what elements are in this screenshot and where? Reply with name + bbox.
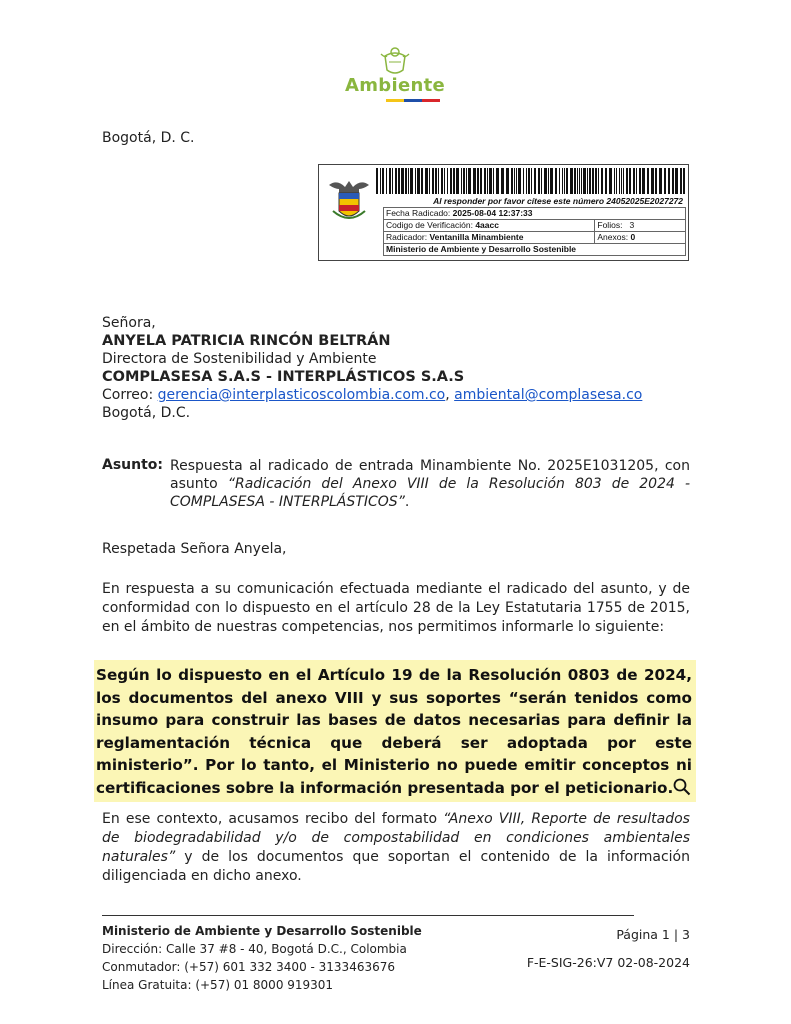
magnifier-icon: [673, 778, 691, 796]
footer-info: [102, 922, 422, 994]
barcode-bar: [605, 168, 607, 194]
barcode-bar: [421, 168, 423, 194]
barcode-bar: [453, 168, 455, 194]
barcode-bar: [432, 168, 434, 194]
barcode-bar: [680, 168, 682, 194]
barcode-bar: [541, 168, 542, 194]
barcode-bar: [626, 168, 628, 194]
barcode-bar: [408, 168, 409, 194]
barcode-bar: [672, 168, 674, 194]
barcode-bar: [548, 168, 549, 194]
paragraph-2-start: En ese contexto, acusamos recibo del formato: [102, 811, 444, 827]
barcode-bar: [438, 168, 439, 194]
paragraph-2: [102, 810, 690, 886]
asunto-end: .: [404, 494, 410, 510]
barcode-bar: [531, 168, 532, 194]
barcode-bar: [601, 168, 603, 194]
barcode-bar: [456, 168, 459, 194]
paragraph-2-quote: “Anexo VIII, Reporte de resultados de biodegradabilidad y/o de compostabilidad en condiciones ambientales naturales”: [102, 811, 690, 865]
colombia-seal-icon: [323, 175, 375, 227]
barcode-bar: [577, 168, 578, 194]
barcode-bar: [444, 168, 445, 194]
barcode-bar: [514, 168, 515, 194]
barcode-bar: [466, 168, 467, 194]
barcode-bar: [633, 168, 635, 194]
barcode-bar: [487, 168, 488, 194]
barcode-bar: [410, 168, 413, 194]
recipient-company: COMPLASESA S.A.S - INTERPLÁSTICOS S.A.S: [102, 369, 465, 385]
barcode-bar: [581, 168, 582, 194]
folios-cell: Folios: 3: [595, 220, 686, 232]
highlight-paragraph: [96, 664, 692, 799]
barcode-bar: [380, 168, 381, 194]
barcode-bar: [659, 168, 662, 194]
barcode-bar: [473, 168, 476, 194]
footer-divider: [102, 915, 634, 916]
radicado-stamp: [318, 164, 689, 261]
footer-org: Ministerio de Ambiente y Desarrollo Sostenible: [102, 924, 422, 938]
barcode-bar: [655, 168, 657, 194]
footer-toll-free: Línea Gratuita: (+57) 01 8000 919301: [102, 978, 334, 992]
barcode-bar: [579, 168, 580, 194]
salutation: Señora,: [102, 315, 156, 331]
form-code: F-E-SIG-26:V7 02-08-2024: [526, 955, 690, 970]
barcode-bar: [609, 168, 612, 194]
footer-phone: Conmutador: (+57) 601 332 3400 - 3133463676: [102, 960, 396, 974]
barcode-bar: [623, 168, 624, 194]
barcode-bar: [489, 168, 492, 194]
fecha-cell: Fecha Radicado: 2025-08-04 12:37:33: [384, 208, 686, 220]
barcode-bar: [570, 168, 573, 194]
asunto-body-text: Respuesta al radicado de entrada Minambiente No. 2025E1031205, con asunto: [170, 458, 690, 492]
flag-yellow: [386, 99, 404, 102]
email-link-gerencia[interactable]: gerencia@interplasticoscolombia.com.co: [157, 387, 446, 403]
footer-address: Dirección: Calle 37 #8 - 40, Bogotá D.C., Colombia: [102, 942, 407, 956]
barcode-bar: [435, 168, 437, 194]
barcode-bar: [441, 168, 443, 194]
barcode-bar: [544, 168, 547, 194]
barcode-bar: [518, 168, 521, 194]
city-date: Bogotá, D. C.: [102, 130, 195, 146]
logo-text: Ambiente: [345, 75, 445, 96]
barcode-bar: [675, 168, 678, 194]
barcode-bar: [589, 168, 591, 194]
barcode-bar: [389, 168, 391, 194]
barcode-bar: [574, 168, 576, 194]
barcode-bar: [493, 168, 494, 194]
barcode-bar: [484, 168, 486, 194]
barcode-bar: [595, 168, 597, 194]
barcode-bar: [614, 168, 615, 194]
barcode-bar: [583, 168, 586, 194]
barcode-bar: [598, 168, 599, 194]
barcode-bar: [550, 168, 553, 194]
barcode-bar: [636, 168, 637, 194]
radicador-cell: Radicador: Ventanilla Minambiente: [384, 232, 595, 244]
barcode-bar: [425, 168, 428, 194]
barcode-bar: [668, 168, 670, 194]
barcode-bar: [629, 168, 631, 194]
barcode-bar: [405, 168, 407, 194]
barcode-bar: [480, 168, 482, 194]
barcode-bar: [651, 168, 654, 194]
greeting: Respetada Señora Anyela,: [102, 541, 287, 557]
barcode-bar: [501, 168, 504, 194]
recipient-name: ANYELA PATRICIA RINCÓN BELTRÁN: [102, 333, 391, 349]
paragraph-1: En respuesta a su comunicación efectuada mediante el radicado del asunto, y de conformidad con lo dispuesto en el artículo 28 de la Ley Estatutaria 1755 de 2015, en el ámbito de nuestras competencias, nos permitimos informarle lo siguiente:: [102, 581, 690, 635]
barcode-bar: [528, 168, 530, 194]
barcode-caption: Al responder por favor cítese este número 24052025E2027272: [433, 196, 683, 206]
barcode-bar: [395, 168, 397, 194]
barcode-bar: [506, 168, 509, 194]
asunto-label: Asunto:: [102, 457, 164, 473]
barcode-bar: [664, 168, 666, 194]
barcode-bar: [382, 168, 384, 194]
flag-stripe: [386, 99, 440, 102]
highlight-text: Según lo dispuesto en el Artículo 19 de la Resolución 0803 de 2024, los documentos del anexo VIII y sus soportes “serán tenidos como insumo para construir las bases de datos necesarias para definir la reglamentación técnica que deberá ser adoptada por este ministerio”. Por lo tanto, el Ministerio no puede emitir conceptos ni certificaciones sobre la información presentada por el peticionario.: [96, 666, 692, 797]
barcode-bar: [642, 168, 645, 194]
page-number: Página 1 | 3: [616, 927, 690, 942]
codigo-cell: Codigo de Verificación: 4aacc: [384, 220, 595, 232]
barcode-bar: [415, 168, 416, 194]
barcode-bar: [621, 168, 622, 194]
barcode-bar: [647, 168, 649, 194]
barcode-bar: [447, 168, 448, 194]
barcode-bar: [562, 168, 563, 194]
email-link-ambiental[interactable]: ambiental@complasesa.co: [454, 387, 643, 403]
recipient-role: Directora de Sostenibilidad y Ambiente: [102, 351, 377, 367]
recipient-block: [102, 314, 642, 422]
barcode-bar: [526, 168, 527, 194]
barcode-bar: [534, 168, 536, 194]
barcode-bar: [477, 168, 479, 194]
barcode-bar: [592, 168, 594, 194]
barcode-bar: [429, 168, 430, 194]
asunto-text: [170, 457, 690, 511]
barcode-bar: [417, 168, 420, 194]
barcode-bar: [511, 168, 513, 194]
ministerio-cell: Ministerio de Ambiente y Desarrollo Sostenible: [384, 244, 686, 256]
email-separator: ,: [445, 387, 450, 403]
barcode: [376, 168, 685, 194]
flag-blue: [404, 99, 422, 102]
email-label: Correo:: [102, 387, 154, 403]
barcode-bar: [564, 168, 565, 194]
barcode-bar: [538, 168, 540, 194]
barcode-bar: [566, 168, 568, 194]
barcode-bar: [639, 168, 641, 194]
barcode-bar: [559, 168, 560, 194]
coat-of-arms-icon: [377, 42, 413, 78]
barcode-bar: [392, 168, 393, 194]
flag-red: [422, 99, 440, 102]
anexos-cell: Anexos: 0: [595, 232, 686, 244]
barcode-bar: [468, 168, 471, 194]
barcode-bar: [461, 168, 462, 194]
barcode-bar: [523, 168, 524, 194]
barcode-bar: [619, 168, 620, 194]
barcode-bar: [398, 168, 400, 194]
barcode-bar: [683, 168, 685, 194]
barcode-bar: [450, 168, 452, 194]
barcode-bar: [401, 168, 404, 194]
barcode-bar: [587, 168, 588, 194]
barcode-bar: [616, 168, 617, 194]
asunto-quote: “Radicación del Anexo VIII de la Resolución 803 de 2024 - COMPLASESA - INTERPLÁSTICOS”: [170, 476, 690, 510]
barcode-bar: [386, 168, 387, 194]
barcode-bar: [516, 168, 517, 194]
barcode-bar: [463, 168, 465, 194]
paragraph-2-end: y de los documentos que soportan el contenido de la información diligenciada en dicho anexo.: [102, 849, 690, 884]
recipient-city: Bogotá, D.C.: [102, 405, 191, 421]
recipient-emails: [102, 386, 642, 404]
stamp-table: [383, 207, 686, 256]
barcode-bar: [496, 168, 499, 194]
barcode-bar: [376, 168, 378, 194]
barcode-bar: [555, 168, 557, 194]
